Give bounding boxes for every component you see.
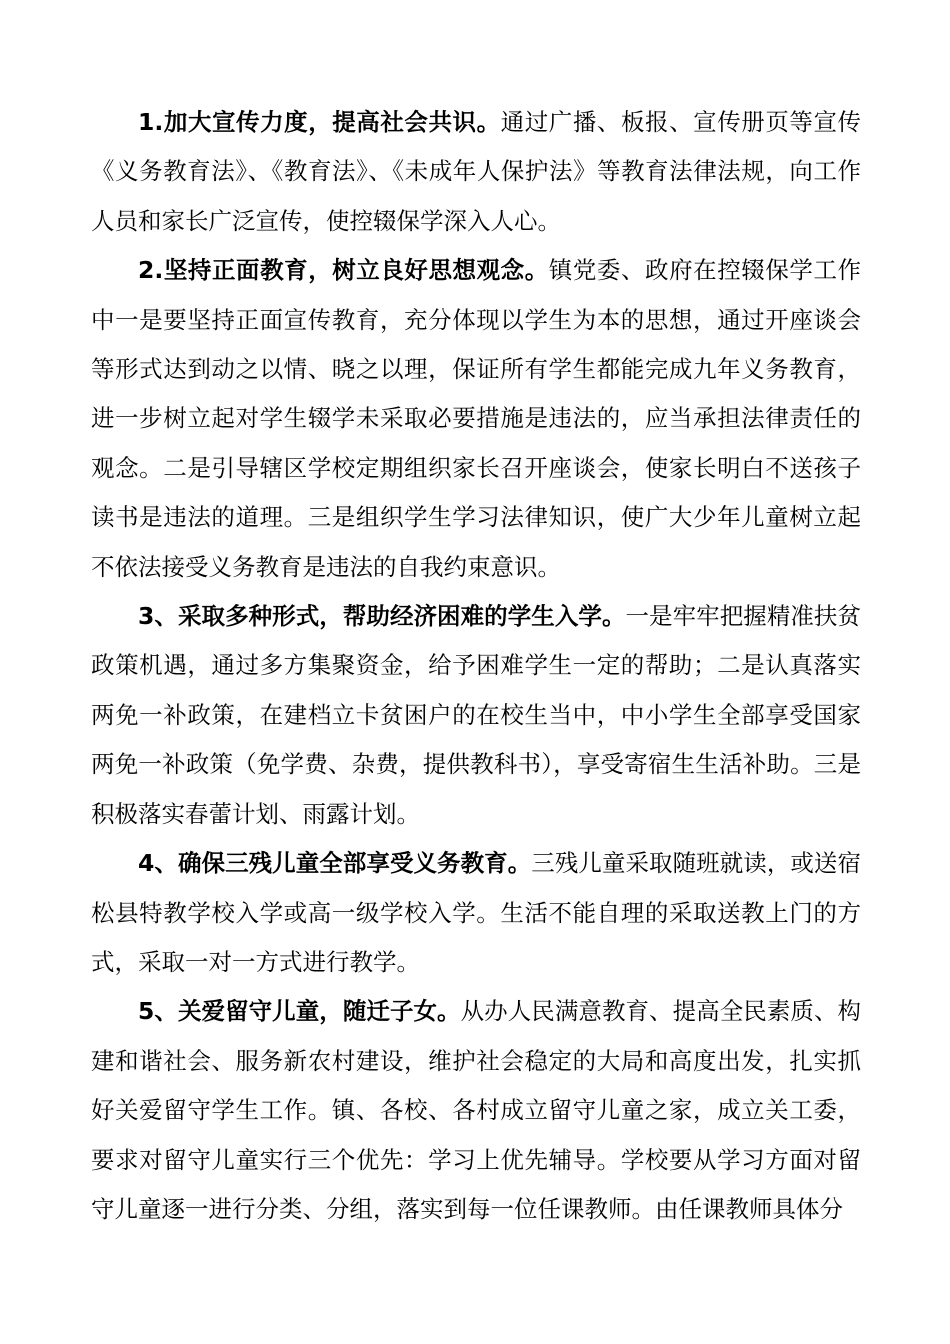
paragraph-1-heading: 1.加大宣传力度，提高社会共识。 [138,108,501,136]
paragraph-5-heading: 5、关爱留守儿童，随迁子女。 [138,997,461,1026]
paragraph-4-body: 三残儿童采取随班就读，或送宿松县特教学校入学或高一级学校入学。生活不能自理的采取送教上门的方式，采取一对一方式进行教学。 [91,849,861,976]
paragraph-5-body: 从办人民满意教育、提高全民素质、构建和谐社会、服务新农村建设，维护社会稳定的大局和高度出发，扎实抓好关爱留守学生工作。镇、各校、各村成立留守儿童之家，成立关工委，要求对留守儿童实行三个优先：学习上优先辅导。学校要从学习方面对留守儿童逐一进行分类、分组，落实到每一位任课教师。由任课教师具体分 [91,997,861,1223]
paragraph-2-body: 镇党委、政府在控辍保学工作中一是要坚持正面宣传教育，充分体现以学生为本的思想，通过开座谈会等形式达到动之以情、晓之以理，保证所有学生都能完成九年义务教育，进一步树立起对学生辍学未采取必要措施是违法的，应当承担法律责任的观念。二是引导辖区学校定期组织家长召开座谈会，使家长明白不送孩子读书是违法的道理。三是组织学生学习法律知识，使广大少年儿童树立起不依法接受义务教育是违法的自我约束意识。 [91,256,862,581]
paragraph-2-heading: 2.坚持正面教育，树立良好思想观念。 [138,256,549,285]
paragraph-1-body: 通过广播、板报、宣传册页等宣传《义务教育法》、《教育法》、《未成年人保护法》等教育法律法规，向工作人员和家长广泛宣传，使控辍保学深入人心。 [91,108,862,235]
document-page [91,98,861,1234]
paragraph-2 [91,246,861,592]
paragraph-1 [91,98,861,246]
paragraph-3-heading: 3、采取多种形式，帮助经济困难的学生入学。 [138,602,626,631]
paragraph-4 [91,839,861,987]
paragraph-4-heading: 4、确保三残儿童全部享受义务教育。 [138,849,532,878]
paragraph-5 [91,987,861,1234]
paragraph-3-body: 一是牢牢把握精准扶贫政策机遇，通过多方集聚资金，给予困难学生一定的帮助；二是认真落实两免一补政策，在建档立卡贫困户的在校生当中，中小学生全部享受国家两免一补政策（免学费、杂费，提供教科书），享受寄宿生生活补助。三是积极落实春蕾计划、雨露计划。 [91,602,861,828]
paragraph-3 [91,592,861,839]
